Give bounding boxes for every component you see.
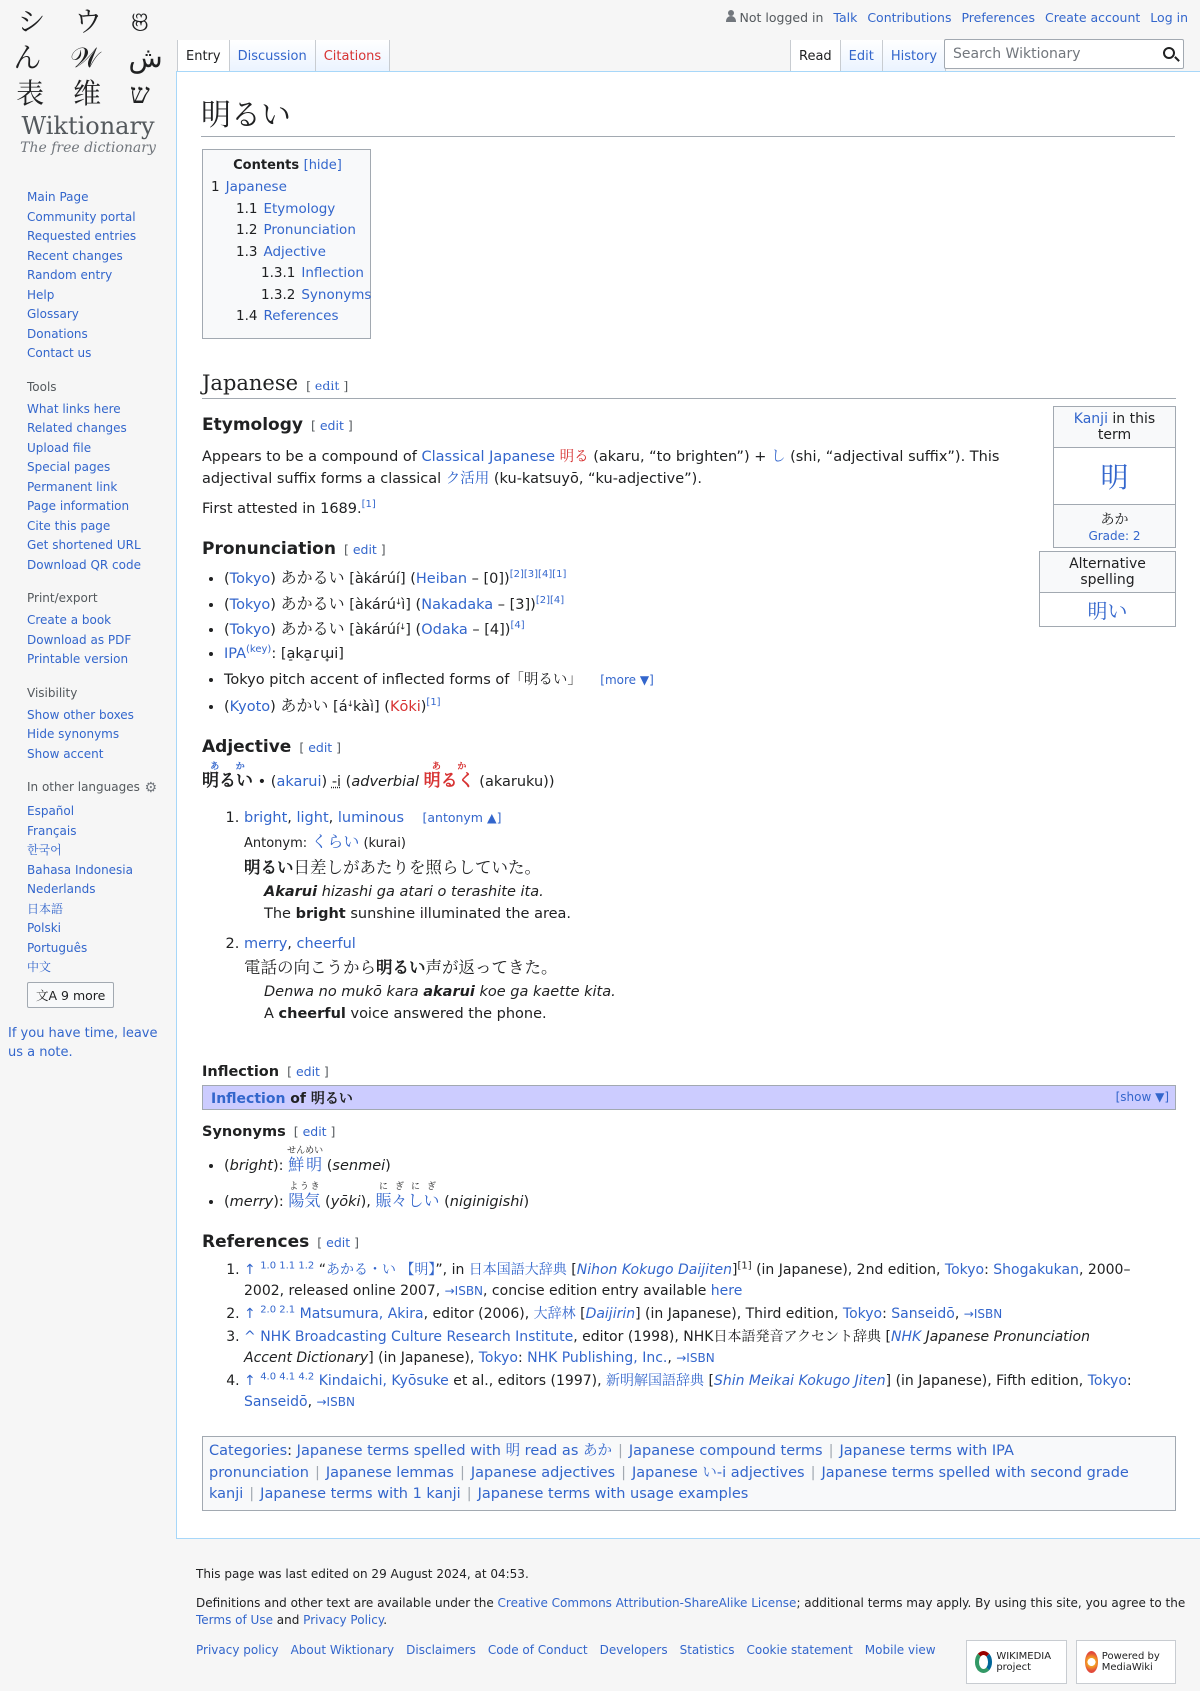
- ref-backlink[interactable]: ↑: [244, 1373, 256, 1389]
- edit-synonyms-link[interactable]: edit: [302, 1124, 327, 1139]
- sidebar-donations[interactable]: Donations: [27, 326, 88, 341]
- sidebar-requested-entries[interactable]: Requested entries: [27, 229, 137, 243]
- heiban-link[interactable]: Heiban: [415, 571, 468, 587]
- footer-developers[interactable]: Developers: [599, 1643, 668, 1657]
- edit-adjective-link[interactable]: edit: [308, 740, 333, 755]
- akaru-link[interactable]: 明る: [559, 449, 589, 465]
- toc-hide-toggle[interactable]: [hide]: [303, 158, 342, 173]
- senses-list: [202, 807, 1102, 1031]
- lang-ja[interactable]: 日本語: [27, 901, 64, 916]
- kanji-link[interactable]: Kanji: [1073, 411, 1108, 427]
- languages-heading: In other languages: [27, 780, 140, 794]
- gloss-cheerful[interactable]: cheerful: [296, 936, 356, 952]
- logo-wordmark: Wiktionary: [21, 112, 155, 140]
- gloss-bright[interactable]: bright: [244, 810, 288, 826]
- edit-references-link[interactable]: edit: [326, 1235, 351, 1250]
- sidebar-printable-version[interactable]: Printable version: [27, 652, 129, 666]
- sidebar-main-page[interactable]: Main Page: [27, 190, 89, 204]
- show-inflection-toggle[interactable]: [show ▼]: [1115, 1090, 1169, 1104]
- visibility-heading: Visibility: [27, 685, 78, 700]
- example-2: 電話の向こうから明るい声が返ってきた。 Denwa no mukō kara akarui koe ga kaette kita. A cheerful voice answered the phone.: [244, 958, 616, 1022]
- kanji-grade[interactable]: Grade: 2: [1088, 529, 1141, 543]
- shi-link[interactable]: し: [770, 449, 786, 465]
- mediawiki-badge[interactable]: Powered by MediaWiki: [1076, 1640, 1176, 1684]
- sidebar-random-entry[interactable]: Random entry: [27, 268, 113, 282]
- navigation-portal: [27, 188, 176, 364]
- pron-item: • (Tokyo) あかるい [àkárúí] (Heiban – [0])[2][3][4][1]: [224, 566, 654, 592]
- not-logged-in: Not logged in: [725, 10, 824, 25]
- alt-spelling-title: Alternative spelling: [1040, 552, 1175, 593]
- sidebar-upload-file[interactable]: Upload file: [27, 440, 92, 455]
- lang-fr[interactable]: Français: [27, 823, 77, 838]
- toc-synonyms[interactable]: Synonyms: [301, 286, 372, 303]
- tab-discussion[interactable]: Discussion: [229, 40, 315, 72]
- namespace-tabs: [177, 40, 390, 72]
- pronunciation-list: [202, 566, 654, 720]
- tools-heading: Tools: [27, 379, 57, 394]
- privacy-policy-link[interactable]: Privacy Policy: [303, 1613, 384, 1627]
- antonym-toggle[interactable]: [antonym ▲]: [422, 810, 502, 825]
- first-attested: First attested in 1689.[1]: [202, 499, 376, 517]
- tab-entry[interactable]: Entry: [177, 40, 229, 72]
- lang-id[interactable]: Bahasa Indonesia: [27, 862, 133, 877]
- categories-label[interactable]: Categories: [209, 1443, 288, 1459]
- edit-etymology-link[interactable]: edit: [319, 418, 344, 433]
- category-link[interactable]: Japanese lemmas: [325, 1464, 454, 1481]
- license-text: Definitions and other text are available under the Creative Commons Attribution-ShareAlike License; additional terms may apply. By using this site, you agree to the Terms of Use and Privacy Policy.: [196, 1596, 1186, 1627]
- tokyo-link[interactable]: Tokyo: [229, 571, 271, 587]
- toc-adjective[interactable]: Adjective: [263, 243, 326, 260]
- search-input[interactable]: [951, 41, 1151, 67]
- ref-backlink[interactable]: ↑: [244, 1262, 256, 1278]
- sidebar-hide-synonyms[interactable]: Hide synonyms: [27, 727, 120, 741]
- translate-icon: 文A: [36, 987, 62, 1003]
- tab-citations[interactable]: Citations: [315, 40, 389, 72]
- category-link[interactable]: Japanese compound terms: [628, 1443, 823, 1459]
- tab-history[interactable]: History: [882, 40, 945, 72]
- gloss-merry[interactable]: merry: [244, 936, 288, 952]
- sidebar-page-information[interactable]: Page information: [27, 499, 130, 513]
- references-list: [202, 1260, 1142, 1415]
- footer-statistics[interactable]: Statistics: [679, 1643, 735, 1657]
- inflection-link[interactable]: Inflection: [211, 1091, 286, 1107]
- yoki-link[interactable]: 陽気: [288, 1191, 321, 1210]
- kanji-reading: あか: [1100, 512, 1129, 528]
- inflection-table-header[interactable]: Inflection of 明るい [show ▼]: [202, 1085, 1176, 1110]
- category-link[interactable]: Japanese adjectives: [470, 1464, 616, 1481]
- inflection-heading: Inflection [ edit ]: [202, 1064, 329, 1080]
- ipa-link[interactable]: IPA: [224, 645, 247, 662]
- edit-inflection-link[interactable]: edit: [295, 1064, 320, 1079]
- ipa-key-link[interactable]: (key): [246, 643, 272, 655]
- wikimedia-badge[interactable]: WIKIMEDIA project: [966, 1640, 1067, 1684]
- talk-link[interactable]: Talk: [833, 10, 858, 25]
- terms-link[interactable]: Terms of Use: [196, 1613, 273, 1627]
- japanese-heading: Japanese [ edit ]: [202, 371, 1176, 399]
- sidebar-shortened-url[interactable]: Get shortened URL: [27, 538, 141, 552]
- sidebar-cite-this-page[interactable]: Cite this page: [27, 518, 111, 533]
- toc-japanese[interactable]: Japanese: [225, 179, 287, 195]
- gloss-light[interactable]: light: [296, 810, 329, 826]
- kanji-infobox: Kanji in this term 明 あか Grade: 2: [1053, 406, 1176, 548]
- tools-portal: [27, 380, 176, 576]
- sidebar-show-accent[interactable]: Show accent: [27, 746, 104, 761]
- sidebar-recent-changes[interactable]: Recent changes: [27, 248, 123, 263]
- headword-line: 明るいあか • (akarui) -i (adverbial 明るくあか (akaruku)): [202, 762, 555, 791]
- visibility-portal: [27, 686, 176, 765]
- contributions-link[interactable]: Contributions: [867, 10, 952, 25]
- print-portal: [27, 591, 176, 670]
- lang-es[interactable]: Español: [27, 804, 75, 818]
- headword: 明るいあか: [202, 762, 253, 791]
- toc-inflection[interactable]: Inflection: [301, 265, 364, 281]
- table-of-contents: Contents [hide] 1 Japanese 1.1 Etymology 1.2 Pronunciation 1.3 Adjective 1.3.1 Inflection 1.3.2 Synonyms 1.4 References: [202, 149, 371, 339]
- ref-backlink[interactable]: ^: [244, 1329, 256, 1345]
- category-link[interactable]: Japanese terms spelled with 明 read as あか: [296, 1443, 612, 1459]
- sidebar-glossary[interactable]: Glossary: [27, 307, 79, 321]
- reference-item: 3. ^ NHK Broadcasting Culture Research Institute, editor (1998), NHK日本語発音アクセント辞典 [NHK Japanese Pronunciation Accent Dictionary] (in Japanese), Tokyo: NHK Publishing, Inc., →ISBN: [244, 1327, 1142, 1369]
- logo-glyphs: シ ウ ଞ ん 𝒲 ش 表 维 ש: [13, 5, 163, 110]
- i-adjective-link[interactable]: -i: [331, 774, 342, 790]
- kyoto-link[interactable]: Kyoto: [229, 699, 271, 715]
- edit-pronunciation-link[interactable]: edit: [352, 542, 377, 557]
- sidebar-related-changes[interactable]: Related changes: [27, 421, 127, 435]
- footer-disclaimers[interactable]: Disclaimers: [406, 1643, 476, 1657]
- footer-mobile-view[interactable]: Mobile view: [864, 1643, 936, 1657]
- last-edited: This page was last edited on 29 August 2024, at 04:53.: [196, 1567, 529, 1581]
- mediawiki-logo-icon: [1085, 1651, 1098, 1673]
- synonyms-list: [202, 1146, 529, 1218]
- lang-pl[interactable]: Polski: [27, 921, 62, 935]
- reference-item: 1. ↑ $^{1.0 1.1 1.2}$ “あかる・い 【明】”, in 日本国語大辞典 [Nihon Kokugo Daijiten][1] (in Japanese), 2nd edition, Tokyo: Shogakukan, 2000–2002, released online 2007, →ISBN, concise edition entry available here: [244, 1260, 1142, 1302]
- more-toggle[interactable]: [more ▼]: [600, 673, 654, 687]
- gear-icon[interactable]: ⚙: [144, 780, 157, 796]
- toc-title: Contents: [233, 158, 300, 173]
- category-link[interactable]: Japanese い-i adjectives: [631, 1464, 805, 1481]
- pron-item: • (Tokyo) あかるい [àkárúꜜì] (Nakadaka – [3])[2][4]: [224, 592, 654, 618]
- kyoto-item: • (Kyoto) あかい [áꜜkàì] (Kōki)[1]: [224, 694, 654, 720]
- synonym-item: • (bright): 鮮明せんめい (senmei): [224, 1146, 529, 1182]
- alt-spelling-box: [1039, 551, 1176, 627]
- etymology-text: Appears to be a compound of Classical Japanese 明る (akaru, “to brighten”) + し (shi, “adjectival suffix”). This adjectival suffix forms a classical ク活用 (ku-katsuyō, “ku-adjective”).: [202, 449, 1000, 487]
- ku-katsuyo-link[interactable]: ク活用: [445, 471, 490, 487]
- references-heading: References [ edit ]: [202, 1232, 360, 1252]
- pronunciation-heading: Pronunciation [ edit ]: [202, 539, 386, 559]
- content: [176, 71, 1200, 1539]
- sidebar-community-portal[interactable]: Community portal: [27, 209, 136, 224]
- sidebar-permanent-link[interactable]: Permanent link: [27, 479, 118, 494]
- sidebar-create-book[interactable]: Create a book: [27, 613, 112, 627]
- category-link[interactable]: Japanese terms with usage examples: [477, 1486, 749, 1502]
- log-in-link[interactable]: Log in: [1150, 10, 1188, 25]
- akaruku-link[interactable]: 明るく: [423, 771, 475, 791]
- sense-bright: 1. bright, light, luminous [antonym ▲] Antonym: くらい (kurai) 明るい日差しがあたりを照らしていた。 Akarui hizashi ga atari o terashite ita. The bright sunshine illuminated the area.: [244, 807, 1102, 925]
- nakadaka-link[interactable]: Nakadaka: [421, 596, 494, 613]
- logo-tagline: The free dictionary: [20, 140, 156, 156]
- pron-item: • (Tokyo) あかるい [àkárúíꜜ] (Odaka – [4])[4]: [224, 617, 654, 643]
- toc-pronunciation[interactable]: Pronunciation: [263, 222, 356, 238]
- leave-note-link[interactable]: If you have time, leave us a note.: [8, 1025, 158, 1060]
- lang-nl[interactable]: Nederlands: [27, 882, 96, 896]
- footer-code-of-conduct[interactable]: Code of Conduct: [487, 1643, 588, 1657]
- wiktionary-logo[interactable]: [8, 0, 168, 165]
- ipa-item: • $IPA^{(key)}$: [a̠ka̠ɾɯ̟i]: [224, 643, 654, 667]
- odaka-link[interactable]: Odaka: [421, 622, 468, 638]
- lang-zh[interactable]: 中文: [27, 960, 52, 974]
- ref-backlink[interactable]: ↑: [244, 1306, 256, 1322]
- license-link[interactable]: Creative Commons Attribution-ShareAlike License: [497, 1596, 797, 1610]
- toc-references[interactable]: References: [263, 308, 339, 324]
- tab-read[interactable]: Read: [790, 40, 840, 72]
- adjective-heading: Adjective [ edit ]: [202, 737, 342, 757]
- edit-japanese-link[interactable]: edit: [314, 378, 340, 393]
- sidebar-download-pdf[interactable]: Download as PDF: [27, 632, 132, 647]
- pitch-accent-item: • Tokyo pitch accent of inflected forms of「明るい」 [more ▼]: [224, 666, 654, 694]
- more-languages-button[interactable]: 文A 9 more: [27, 982, 114, 1008]
- alt-spelling-link[interactable]: 明い: [1087, 599, 1128, 623]
- synonyms-heading: Synonyms [ edit ]: [202, 1124, 336, 1140]
- antonym-kurai-link[interactable]: くらい: [311, 832, 360, 851]
- sense-merry: 2. merry, cheerful 電話の向こうから明るい声が返ってきた。 Denwa no mukō kara akarui koe ga kaette kita. A cheerful voice answered the phone.: [244, 933, 1102, 1025]
- kanji-character[interactable]: 明: [1100, 461, 1129, 494]
- tokyo-link[interactable]: Tokyo: [229, 596, 271, 613]
- search-icon[interactable]: [1163, 47, 1175, 59]
- preferences-link[interactable]: Preferences: [961, 10, 1035, 25]
- akarui-rom-link[interactable]: akarui: [276, 774, 322, 790]
- sidebar: [0, 180, 176, 1062]
- ref-1-link[interactable]: [1]: [361, 499, 376, 511]
- page-title: 明るい: [201, 90, 1175, 137]
- category-links: Categories: Japanese terms spelled with 明 read as あか | Japanese compound terms | Japanese terms with IPA pronunciation | Japanese lemmas | Japanese adjectives | Japanese い-i adjectives | Japanese terms spelled with second grade kanji | Japanese terms with 1 kanji | Japanese terms with usage examples: [202, 1436, 1176, 1511]
- reference-item: 4. ↑ $^{4.0 4.1 4.2}$ Kindaichi, Kyōsuke et al., editors (1997), 新明解国語辞典 [Shin Meikai Kokugo Jiten] (in Japanese), Fifth edition, Tokyo: Sanseidō, →ISBN: [244, 1371, 1142, 1413]
- niginigishi-link[interactable]: 賑々しい: [375, 1191, 440, 1210]
- category-link[interactable]: Japanese terms with IPA pronunciation: [209, 1443, 1014, 1481]
- wikimedia-logo-icon: [975, 1651, 992, 1673]
- gloss-luminous[interactable]: luminous: [337, 810, 405, 826]
- lang-pt[interactable]: Português: [27, 940, 88, 955]
- senmei-link[interactable]: 鮮明: [287, 1155, 324, 1174]
- personal-tools: [725, 10, 1188, 25]
- sidebar-qr-code[interactable]: Download QR code: [27, 557, 141, 572]
- footer-about[interactable]: About Wiktionary: [290, 1643, 395, 1657]
- languages-portal: [27, 780, 176, 1008]
- sidebar-what-links-here[interactable]: What links here: [27, 401, 121, 416]
- sidebar-special-pages[interactable]: Special pages: [27, 460, 111, 474]
- sidebar-contact-us[interactable]: Contact us: [27, 346, 92, 360]
- create-account-link[interactable]: Create account: [1044, 10, 1141, 25]
- koki-link[interactable]: Kōki: [389, 699, 421, 715]
- footer-cookie-statement[interactable]: Cookie statement: [746, 1643, 853, 1657]
- search-box: [944, 39, 1184, 69]
- synonym-item: • (merry): 陽気ようき (yōki), 賑々しいにぎにぎ (niginigishi): [224, 1182, 529, 1218]
- print-heading: Print/export: [27, 591, 98, 605]
- sidebar-show-other-boxes[interactable]: Show other boxes: [27, 707, 134, 722]
- reference-item: 2. ↑ $^{2.0 2.1}$ Matsumura, Akira, editor (2006), 大辞林 [Daijirin] (in Japanese), Third edition, Tokyo: Sanseidō, →ISBN: [244, 1304, 1142, 1325]
- classical-japanese-link[interactable]: Classical Japanese: [421, 449, 555, 465]
- toc-etymology[interactable]: Etymology: [263, 200, 336, 217]
- category-link[interactable]: Japanese terms with 1 kanji: [260, 1486, 461, 1502]
- tokyo-link[interactable]: Tokyo: [229, 622, 271, 638]
- lang-ko[interactable]: 한국어: [27, 843, 62, 857]
- category-link[interactable]: Japanese terms spelled with second grade kanji: [209, 1464, 1129, 1502]
- user-icon: [725, 10, 737, 22]
- view-tabs: [790, 40, 946, 72]
- etymology-heading: Etymology [ edit ]: [202, 415, 353, 435]
- footer-privacy[interactable]: Privacy policy: [196, 1643, 279, 1657]
- tab-edit[interactable]: Edit: [840, 40, 882, 72]
- example-1: 明るい日差しがあたりを照らしていた。 Akarui hizashi ga atari o terashite ita. The bright sunshine illuminated the area.: [244, 858, 572, 922]
- sidebar-help[interactable]: Help: [27, 287, 55, 302]
